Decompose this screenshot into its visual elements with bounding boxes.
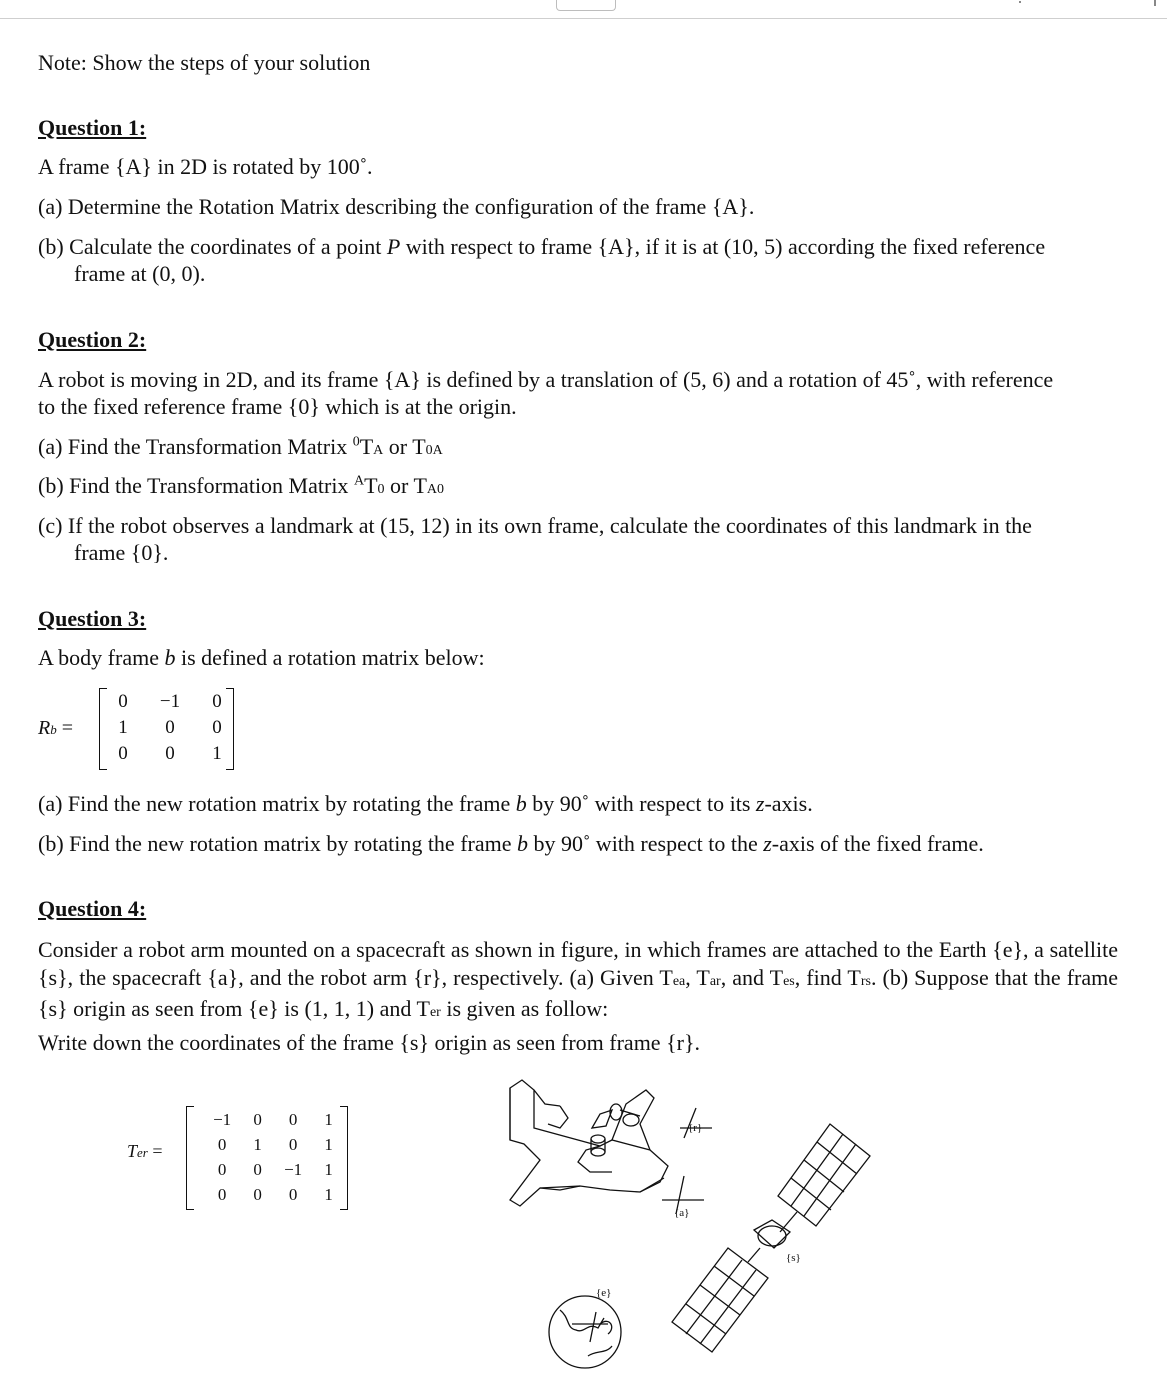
question-3-part-a: (a) Find the new rotation matrix by rotating the frame b by 90˚ with respect to its z-axis. [38, 791, 813, 816]
matrix-cell: 1 [324, 1184, 333, 1204]
matrix-cell: 0 [253, 1109, 262, 1129]
frame-e-label: {e} [596, 1287, 612, 1299]
question-2-part-a: (a) Find the Transformation Matrix $^0$TA or T0A [38, 434, 443, 459]
question-4-paragraph: Consider a robot arm mounted on a spacecraft as shown in figure, in which frames are attached to the Earth {e}, a satellite {s}, the spacecraft {a}, and the robot arm {r}, respectively. (a) Given Tea, Tar, and Tes, find Trs. (b) Suppose that the frame {s} origin as seen from {e} is (1, 1, 1) and Ter is given as follow: [38, 937, 1118, 1021]
matrix-cell: 0 [217, 1184, 227, 1204]
matrix-cell: 1 [212, 743, 222, 764]
matrix-cell: −1 [284, 1159, 303, 1179]
question-1-part-b: (b) Calculate the coordinates of a point P with respect to frame {A}, if it is at (10, 5) according the fixed reference [38, 234, 1046, 259]
toolbar-marker [1154, 0, 1156, 6]
matrix-cell: 0 [253, 1184, 262, 1204]
matrix-row [198, 1132, 340, 1157]
matrix-row [108, 715, 232, 741]
question-2-part-b: (b) Find the Transformation Matrix $^A$T0 or TA0 [38, 473, 445, 498]
question-2-intro-line2: to the fixed reference frame {0} which is at the origin. [38, 394, 517, 419]
matrix-cell: 0 [288, 1184, 298, 1204]
matrix-ter-label: Ter = [127, 1141, 163, 1161]
matrix-rb-grid [108, 689, 232, 767]
spacecraft-drawing [510, 1080, 668, 1206]
matrix-cell: 1 [118, 717, 128, 738]
spacecraft-figure [495, 1070, 875, 1374]
matrix-rb-right-bracket [226, 688, 234, 770]
top-toolbar-strip [0, 0, 1167, 19]
matrix-row [198, 1107, 340, 1132]
matrix-cell: 0 [212, 691, 222, 712]
matrix-cell: 1 [253, 1134, 262, 1154]
frame-s-label: {s} [786, 1252, 801, 1264]
question-1-heading: Question 1: [38, 115, 147, 140]
question-2-part-c-line2: frame {0}. [74, 540, 169, 565]
question-1-part-b-cont: frame at (0, 0). [74, 261, 206, 286]
matrix-cell: 0 [118, 743, 128, 764]
matrix-cell: 1 [324, 1109, 333, 1129]
question-4-instruction: Write down the coordinates of the frame {s} origin as seen from frame {r}. [38, 1030, 701, 1055]
matrix-cell: 0 [165, 743, 175, 764]
matrix-cell: 0 [288, 1134, 298, 1154]
matrix-ter-right-bracket [340, 1106, 348, 1210]
question-1-intro: A frame {A} in 2D is rotated by 100˚. [38, 154, 373, 179]
matrix-rb-label: Rb = [38, 717, 73, 739]
matrix-cell: 0 [165, 717, 175, 738]
question-4-heading: Question 4: [38, 896, 147, 921]
matrix-row [108, 741, 232, 767]
frame-a-label: {a} [674, 1207, 690, 1219]
matrix-cell: 0 [217, 1159, 227, 1179]
matrix-ter-grid [198, 1107, 340, 1207]
matrix-cell: 0 [212, 717, 222, 738]
question-2-heading: Question 2: [38, 327, 147, 352]
matrix-cell: 0 [253, 1159, 262, 1179]
frame-r-label: {r} [688, 1122, 703, 1134]
matrix-cell: 0 [118, 691, 128, 712]
satellite-drawing [672, 1124, 870, 1352]
question-2-part-c-line1: (c) If the robot observes a landmark at (15, 12) in its own frame, calculate the coordinates of this landmark in the [38, 513, 1032, 538]
matrix-ter-left-bracket [186, 1106, 194, 1210]
matrix-cell: −1 [213, 1109, 232, 1129]
question-3-heading: Question 3: [38, 606, 147, 631]
top-tab-handle[interactable] [556, 0, 616, 11]
matrix-row [108, 689, 232, 715]
question-2-intro-line1: A robot is moving in 2D, and its frame {A} is defined by a translation of (5, 6) and a rotation of 45˚, with reference [38, 367, 1054, 392]
toolbar-dot [1019, 1, 1021, 3]
question-1-part-a: (a) Determine the Rotation Matrix describing the configuration of the frame {A}. [38, 194, 755, 219]
question-3-part-b: (b) Find the new rotation matrix by rotating the frame b by 90˚ with respect to the z-axis of the fixed frame. [38, 831, 984, 856]
question-3-intro: A body frame b is defined a rotation matrix below: [38, 645, 485, 670]
note-text: Note: Show the steps of your solution [38, 50, 371, 75]
matrix-cell: 0 [288, 1109, 298, 1129]
matrix-cell: −1 [159, 691, 181, 712]
earth-drawing [549, 1296, 621, 1368]
matrix-cell: 1 [324, 1159, 333, 1179]
matrix-row [198, 1157, 340, 1182]
matrix-cell: 1 [324, 1134, 333, 1154]
matrix-cell: 0 [217, 1134, 227, 1154]
matrix-rb-left-bracket [99, 688, 107, 770]
matrix-row [198, 1182, 340, 1207]
